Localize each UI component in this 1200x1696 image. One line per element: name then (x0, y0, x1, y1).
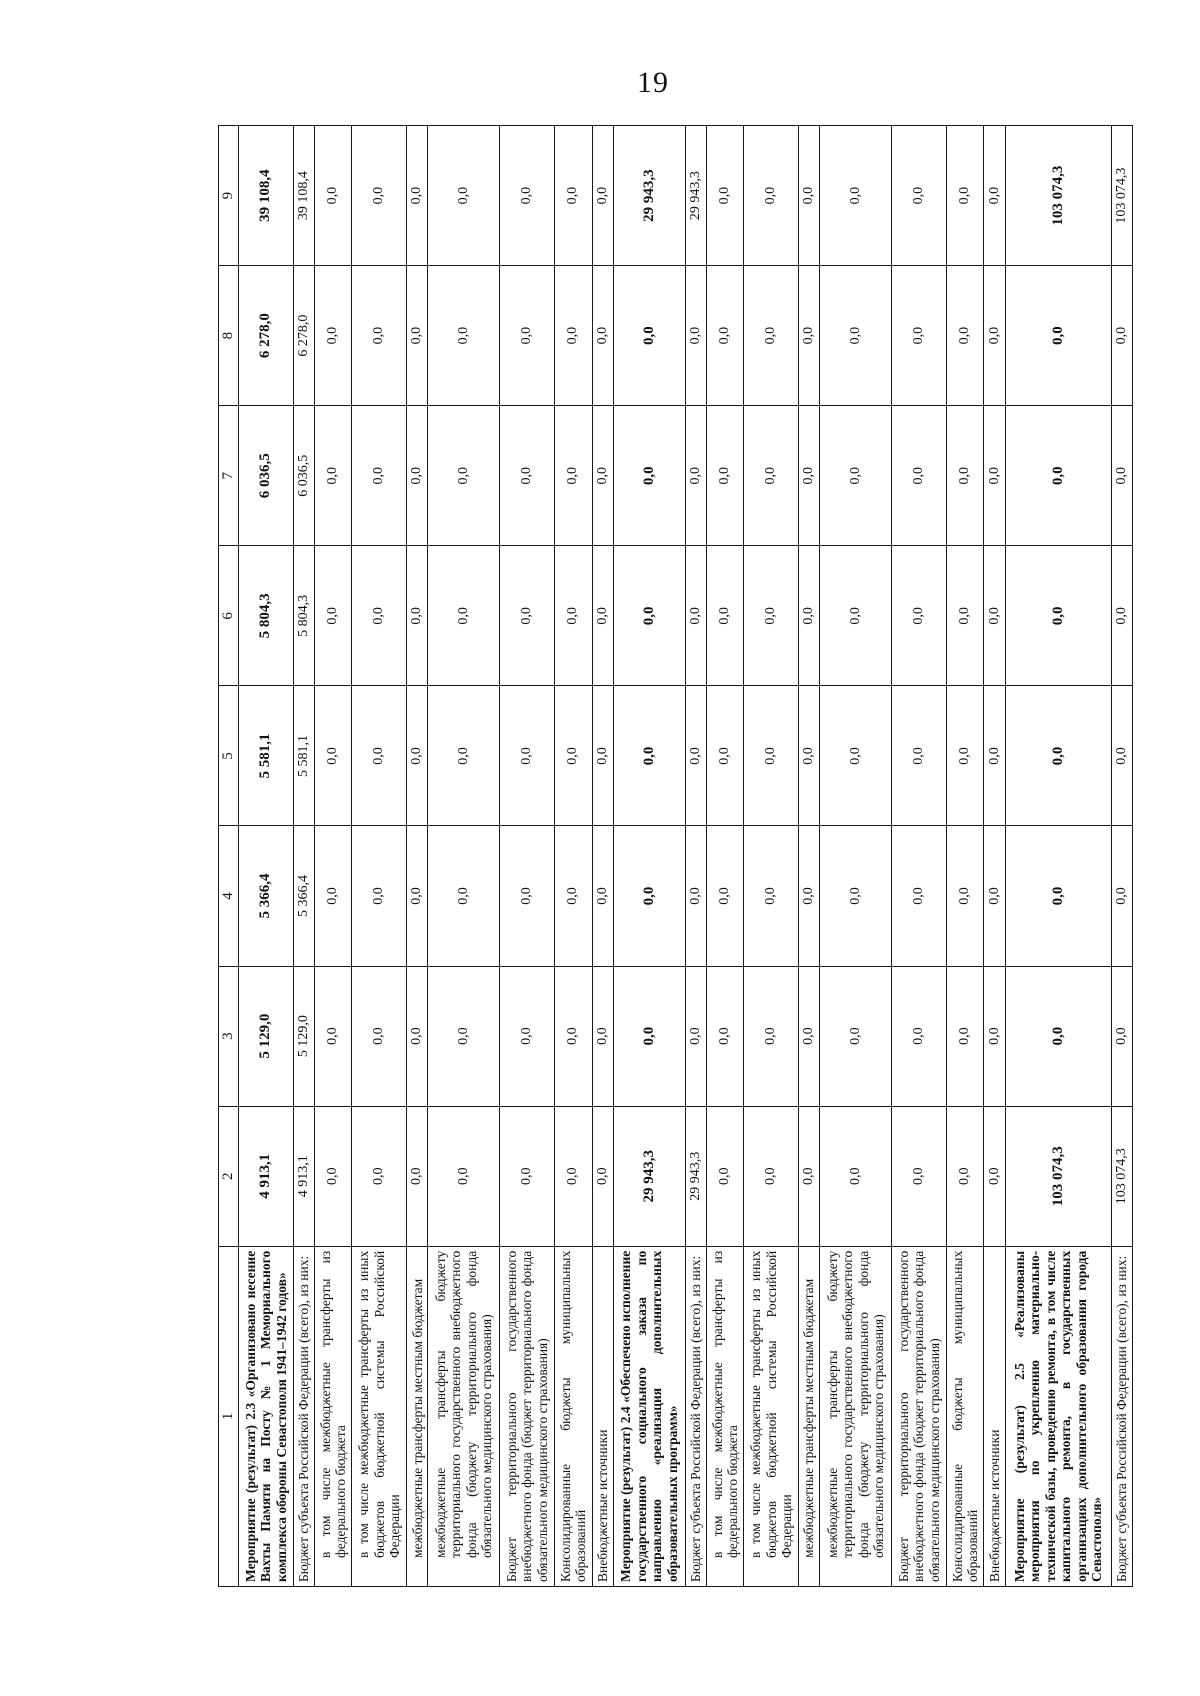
row-label: в том числе межбюджетные трансферты из иных бюджетов бюджетной системы Российской Федерации (352, 1246, 407, 1586)
row-value: 103 074,3 (1111, 126, 1132, 266)
row-value: 6 278,0 (239, 266, 294, 406)
row-value: 39 108,4 (239, 126, 294, 266)
row-label: Бюджет субъекта Российской Федерации (всего), из них: (293, 1246, 314, 1586)
row-value: 0,0 (946, 546, 984, 686)
page-number: 19 (637, 66, 669, 99)
row-value: 0,0 (706, 966, 744, 1106)
row-value: 0,0 (428, 1106, 500, 1246)
row-value: 0,0 (1005, 266, 1111, 406)
row-value: 0,0 (892, 826, 947, 966)
row-value: 0,0 (706, 546, 744, 686)
row-value: 0,0 (314, 406, 352, 546)
row-value: 5 581,1 (239, 686, 294, 826)
row-value: 0,0 (744, 266, 799, 406)
table-row (984, 126, 1005, 1587)
row-value: 0,0 (892, 686, 947, 826)
row-label: межбюджетные трансферты местным бюджетам (407, 1246, 428, 1586)
table-row (744, 126, 799, 1587)
row-value: 0,0 (500, 406, 555, 546)
row-value: 0,0 (984, 1106, 1005, 1246)
row-value: 5 581,1 (293, 686, 314, 826)
table-row (352, 126, 407, 1587)
row-value: 0,0 (1005, 546, 1111, 686)
row-value: 29 943,3 (613, 126, 685, 266)
row-value: 0,0 (685, 686, 706, 826)
table-row (407, 126, 428, 1587)
table-header-row (219, 126, 239, 1587)
row-value: 0,0 (984, 266, 1005, 406)
row-value: 0,0 (744, 546, 799, 686)
row-value: 0,0 (946, 406, 984, 546)
row-value: 0,0 (685, 826, 706, 966)
row-value: 5 804,3 (239, 546, 294, 686)
row-label: Внебюджетные источники (592, 1246, 613, 1586)
row-value: 0,0 (706, 406, 744, 546)
row-value: 0,0 (500, 1106, 555, 1246)
row-value: 103 074,3 (1005, 1106, 1111, 1246)
row-value: 0,0 (706, 266, 744, 406)
row-value: 0,0 (314, 266, 352, 406)
row-value: 0,0 (613, 406, 685, 546)
row-label: Консолидированные бюджеты муниципальных образований (946, 1246, 984, 1586)
row-value: 0,0 (799, 686, 820, 826)
row-value: 0,0 (500, 266, 555, 406)
row-value: 0,0 (500, 686, 555, 826)
row-value: 5 129,0 (239, 966, 294, 1106)
row-value: 0,0 (1111, 686, 1132, 826)
row-value: 5 804,3 (293, 546, 314, 686)
row-value: 0,0 (352, 966, 407, 1106)
row-value: 5 366,4 (293, 826, 314, 966)
row-value: 6 036,5 (239, 406, 294, 546)
row-value: 0,0 (744, 406, 799, 546)
row-label: Бюджет субъекта Российской Федерации (всего), из них: (1111, 1246, 1132, 1586)
column-header: 8 (219, 266, 239, 406)
row-value: 0,0 (744, 1106, 799, 1246)
row-value: 29 943,3 (685, 1106, 706, 1246)
column-header: 1 (219, 1246, 239, 1586)
row-label: Бюджет субъекта Российской Федерации (всего), из них: (685, 1246, 706, 1586)
row-value: 0,0 (685, 546, 706, 686)
row-value: 0,0 (555, 826, 593, 966)
row-value: 0,0 (744, 686, 799, 826)
table-row (555, 126, 593, 1587)
row-value: 0,0 (799, 826, 820, 966)
row-value: 0,0 (314, 126, 352, 266)
row-label: в том числе межбюджетные трансферты из иных бюджетов бюджетной системы Российской Федерации (744, 1246, 799, 1586)
row-value: 0,0 (984, 966, 1005, 1106)
row-value: 0,0 (613, 966, 685, 1106)
row-value: 0,0 (613, 686, 685, 826)
table-row-activity (239, 126, 294, 1587)
row-value: 0,0 (314, 1106, 352, 1246)
row-value: 0,0 (555, 266, 593, 406)
row-value: 0,0 (428, 546, 500, 686)
row-value: 0,0 (314, 826, 352, 966)
row-value: 0,0 (407, 826, 428, 966)
table-row (946, 126, 984, 1587)
row-value: 0,0 (744, 826, 799, 966)
row-value: 0,0 (314, 686, 352, 826)
row-value: 103 074,3 (1005, 126, 1111, 266)
row-value: 0,0 (706, 1106, 744, 1246)
row-value: 5 129,0 (293, 966, 314, 1106)
row-value: 0,0 (820, 1106, 892, 1246)
table-row (685, 126, 706, 1587)
table-row (1111, 126, 1132, 1587)
row-value: 0,0 (407, 1106, 428, 1246)
row-value: 0,0 (1005, 826, 1111, 966)
row-value: 0,0 (428, 826, 500, 966)
row-value: 0,0 (555, 546, 593, 686)
row-value: 0,0 (407, 686, 428, 826)
row-value: 0,0 (892, 1106, 947, 1246)
column-header: 6 (219, 546, 239, 686)
row-value: 0,0 (744, 966, 799, 1106)
row-value: 0,0 (314, 546, 352, 686)
row-value: 0,0 (1005, 966, 1111, 1106)
row-value: 0,0 (1111, 546, 1132, 686)
row-value: 0,0 (352, 126, 407, 266)
row-value: 0,0 (820, 406, 892, 546)
row-value: 0,0 (820, 126, 892, 266)
row-value: 0,0 (352, 546, 407, 686)
row-value: 0,0 (592, 546, 613, 686)
row-value: 0,0 (799, 406, 820, 546)
row-value: 0,0 (820, 826, 892, 966)
row-value: 0,0 (744, 126, 799, 266)
column-header: 2 (219, 1106, 239, 1246)
row-value: 0,0 (613, 546, 685, 686)
row-value: 0,0 (428, 406, 500, 546)
row-value: 0,0 (500, 826, 555, 966)
row-value: 6 278,0 (293, 266, 314, 406)
table-row-activity (613, 126, 685, 1587)
table-row (706, 126, 744, 1587)
row-value: 0,0 (685, 966, 706, 1106)
column-header: 5 (219, 686, 239, 826)
row-label: в том числе межбюджетные трансферты из федерального бюджета (706, 1246, 744, 1586)
row-value: 0,0 (352, 686, 407, 826)
row-label: Консолидированные бюджеты муниципальных образований (555, 1246, 593, 1586)
row-value: 0,0 (984, 686, 1005, 826)
row-value: 0,0 (706, 126, 744, 266)
row-value: 0,0 (892, 266, 947, 406)
row-label: Внебюджетные источники (984, 1246, 1005, 1586)
row-value: 0,0 (352, 826, 407, 966)
row-value: 0,0 (820, 546, 892, 686)
row-value: 0,0 (428, 686, 500, 826)
row-value: 0,0 (555, 686, 593, 826)
row-value: 0,0 (685, 266, 706, 406)
row-label: Мероприятие (результат) 2.4 «Обеспечено исполнение государственного социального заказа по направлению «реализация дополнительных образовательных программ» (613, 1246, 685, 1586)
row-value: 0,0 (555, 1106, 593, 1246)
row-value: 0,0 (1111, 826, 1132, 966)
row-value: 0,0 (946, 966, 984, 1106)
table-row (314, 126, 352, 1587)
row-value: 0,0 (892, 546, 947, 686)
row-value: 0,0 (799, 266, 820, 406)
row-value: 0,0 (555, 126, 593, 266)
row-value: 0,0 (820, 686, 892, 826)
row-value: 4 913,1 (239, 1106, 294, 1246)
table-row (820, 126, 892, 1587)
row-value: 0,0 (352, 406, 407, 546)
row-value: 4 913,1 (293, 1106, 314, 1246)
row-value: 0,0 (984, 126, 1005, 266)
row-value: 0,0 (407, 126, 428, 266)
row-value: 0,0 (613, 826, 685, 966)
row-label: Бюджет территориального государственного внебюджетного фонда (бюджет территориального фонда обязательного медицинского страхования) (500, 1246, 555, 1586)
row-value: 0,0 (984, 406, 1005, 546)
column-header: 3 (219, 966, 239, 1106)
rotated-table-container (218, 125, 1133, 1587)
row-value: 0,0 (592, 1106, 613, 1246)
row-label: в том числе межбюджетные трансферты из федерального бюджета (314, 1246, 352, 1586)
column-header: 9 (219, 126, 239, 266)
row-value: 0,0 (428, 126, 500, 266)
row-value: 0,0 (500, 126, 555, 266)
row-value: 0,0 (946, 1106, 984, 1246)
row-value: 0,0 (946, 826, 984, 966)
column-header: 4 (219, 826, 239, 966)
row-label: Бюджет территориального государственного внебюджетного фонда (бюджет территориального фонда обязательного медицинского страхования) (892, 1246, 947, 1586)
table-row (892, 126, 947, 1587)
row-value: 0,0 (946, 266, 984, 406)
row-value: 0,0 (352, 1106, 407, 1246)
row-value: 0,0 (706, 826, 744, 966)
row-value: 0,0 (892, 406, 947, 546)
row-value: 0,0 (407, 266, 428, 406)
row-value: 0,0 (555, 406, 593, 546)
row-value: 0,0 (892, 126, 947, 266)
row-value: 0,0 (555, 966, 593, 1106)
row-value: 0,0 (1111, 406, 1132, 546)
row-value: 0,0 (407, 546, 428, 686)
row-value: 39 108,4 (293, 126, 314, 266)
row-value: 0,0 (799, 126, 820, 266)
row-value: 0,0 (820, 266, 892, 406)
row-value: 0,0 (592, 966, 613, 1106)
row-value: 0,0 (799, 966, 820, 1106)
row-value: 0,0 (592, 686, 613, 826)
row-value: 0,0 (500, 966, 555, 1106)
table-row (500, 126, 555, 1587)
row-value: 0,0 (352, 266, 407, 406)
column-header: 7 (219, 406, 239, 546)
row-value: 0,0 (1005, 686, 1111, 826)
row-value: 0,0 (984, 546, 1005, 686)
row-value: 6 036,5 (293, 406, 314, 546)
row-value: 0,0 (1111, 266, 1132, 406)
row-value: 0,0 (428, 266, 500, 406)
row-value: 0,0 (613, 266, 685, 406)
row-value: 0,0 (946, 686, 984, 826)
row-label: межбюджетные трансферты местным бюджетам (799, 1246, 820, 1586)
table-row (799, 126, 820, 1587)
table-row (592, 126, 613, 1587)
row-value: 0,0 (892, 966, 947, 1106)
row-value: 0,0 (592, 126, 613, 266)
table-row-activity (1005, 126, 1111, 1587)
row-value: 103 074,3 (1111, 1106, 1132, 1246)
row-value: 0,0 (592, 406, 613, 546)
table-row (428, 126, 500, 1587)
row-value: 0,0 (820, 966, 892, 1106)
row-label: Мероприятие (результат) 2.5 «Реализованы мероприятия по укреплению материально-технической базы, проведению ремонта, в том числе капитального ремонта, в государственных организациях дополнительного образования города Севастополя» (1005, 1246, 1111, 1586)
row-value: 0,0 (706, 686, 744, 826)
row-value: 0,0 (428, 966, 500, 1106)
row-label: межбюджетные трансферты бюджету территориального государственного внебюджетного фонда (бюджету территориального фонда обязательного медицинского страхования) (428, 1246, 500, 1586)
row-label: межбюджетные трансферты бюджету территориального государственного внебюджетного фонда (бюджету территориального фонда обязательного медицинского страхования) (820, 1246, 892, 1586)
table-body (239, 126, 1133, 1587)
row-value: 0,0 (407, 406, 428, 546)
row-value: 29 943,3 (685, 126, 706, 266)
row-value: 0,0 (799, 546, 820, 686)
row-value: 0,0 (799, 1106, 820, 1246)
row-value: 0,0 (592, 266, 613, 406)
row-value: 0,0 (946, 126, 984, 266)
row-value: 0,0 (1005, 406, 1111, 546)
row-value: 29 943,3 (613, 1106, 685, 1246)
row-value: 0,0 (592, 826, 613, 966)
row-value: 0,0 (500, 546, 555, 686)
row-value: 0,0 (984, 826, 1005, 966)
row-label: Мероприятие (результат) 2.3 «Организовано несение Вахты Памяти на Посту № 1 Мемориального комплекса обороны Севастополя 1941–1942 годов» (239, 1246, 294, 1586)
table-row (293, 126, 314, 1587)
row-value: 0,0 (685, 406, 706, 546)
row-value: 0,0 (1111, 966, 1132, 1106)
row-value: 0,0 (314, 966, 352, 1106)
budget-table (218, 125, 1133, 1587)
row-value: 0,0 (407, 966, 428, 1106)
row-value: 5 366,4 (239, 826, 294, 966)
